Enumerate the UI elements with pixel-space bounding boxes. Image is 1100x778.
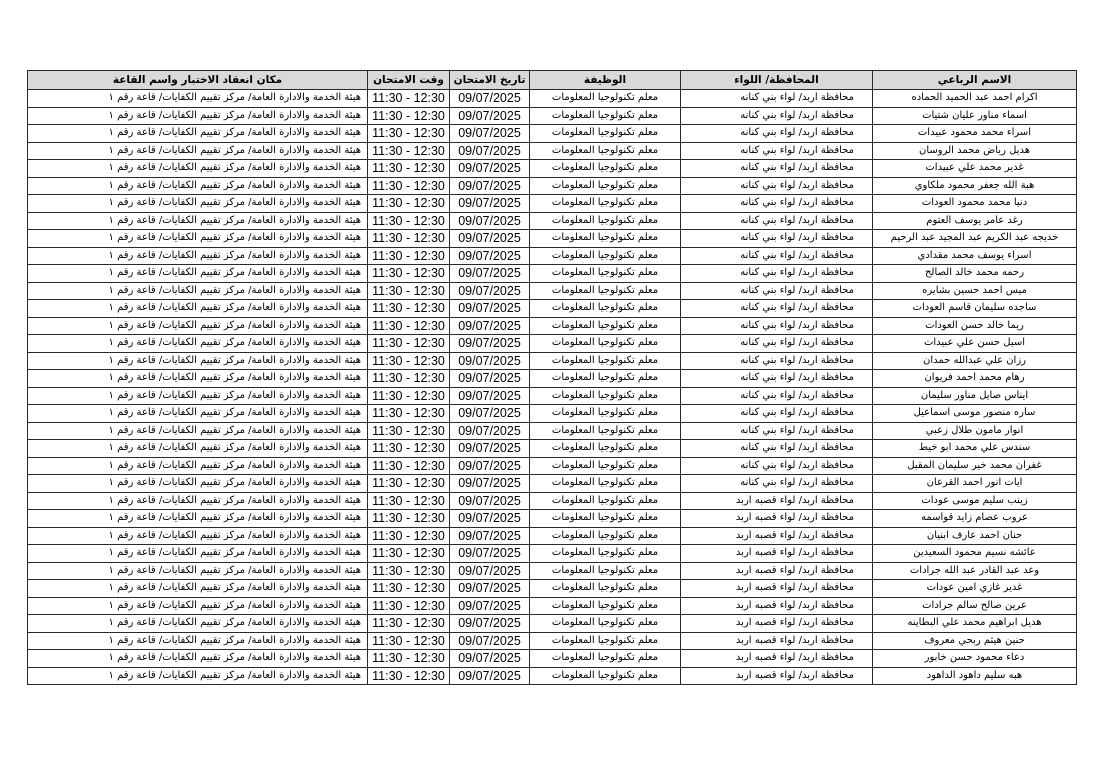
table-row xyxy=(28,545,1077,563)
cell-job: معلم تكنولوجيا المعلومات xyxy=(530,230,681,248)
table-row xyxy=(28,457,1077,475)
cell-venue: هيئة الخدمة والادارة العامة/ مركز تقييم الكفايات/ قاعة رقم ١ xyxy=(28,177,368,195)
table-row xyxy=(28,440,1077,458)
cell-job: معلم تكنولوجيا المعلومات xyxy=(530,265,681,283)
table-row xyxy=(28,265,1077,283)
cell-governorate: محافظة اربد/ لواء بني كنانه xyxy=(681,212,873,230)
cell-name: اسراء يوسف محمد مقدادي xyxy=(873,247,1077,265)
cell-venue: هيئة الخدمة والادارة العامة/ مركز تقييم الكفايات/ قاعة رقم ١ xyxy=(28,650,368,668)
cell-name: اسماء مناور عليان شتيات xyxy=(873,107,1077,125)
cell-time: 11:30 - 12:30 xyxy=(368,597,450,615)
cell-job: معلم تكنولوجيا المعلومات xyxy=(530,440,681,458)
cell-venue: هيئة الخدمة والادارة العامة/ مركز تقييم الكفايات/ قاعة رقم ١ xyxy=(28,527,368,545)
cell-job: معلم تكنولوجيا المعلومات xyxy=(530,300,681,318)
cell-job: معلم تكنولوجيا المعلومات xyxy=(530,352,681,370)
cell-venue: هيئة الخدمة والادارة العامة/ مركز تقييم الكفايات/ قاعة رقم ١ xyxy=(28,230,368,248)
cell-venue: هيئة الخدمة والادارة العامة/ مركز تقييم الكفايات/ قاعة رقم ١ xyxy=(28,90,368,108)
cell-date: 09/07/2025 xyxy=(450,457,530,475)
cell-governorate: محافظة اربد/ لواء بني كنانه xyxy=(681,405,873,423)
header-governorate: المحافظة/ اللواء xyxy=(681,71,873,90)
cell-venue: هيئة الخدمة والادارة العامة/ مركز تقييم الكفايات/ قاعة رقم ١ xyxy=(28,667,368,685)
cell-date: 09/07/2025 xyxy=(450,247,530,265)
cell-name: خديجه عبد الكريم عبد المجيد عبد الرحيم xyxy=(873,230,1077,248)
cell-job: معلم تكنولوجيا المعلومات xyxy=(530,125,681,143)
exam-schedule-table xyxy=(27,70,1077,685)
cell-time: 11:30 - 12:30 xyxy=(368,387,450,405)
cell-job: معلم تكنولوجيا المعلومات xyxy=(530,527,681,545)
cell-governorate: محافظة اربد/ لواء قصبه اربد xyxy=(681,650,873,668)
cell-governorate: محافظة اربد/ لواء بني كنانه xyxy=(681,422,873,440)
table-row xyxy=(28,370,1077,388)
cell-name: غفران محمد خير سليمان المقبل xyxy=(873,457,1077,475)
cell-venue: هيئة الخدمة والادارة العامة/ مركز تقييم الكفايات/ قاعة رقم ١ xyxy=(28,562,368,580)
cell-venue: هيئة الخدمة والادارة العامة/ مركز تقييم الكفايات/ قاعة رقم ١ xyxy=(28,107,368,125)
cell-time: 11:30 - 12:30 xyxy=(368,195,450,213)
cell-date: 09/07/2025 xyxy=(450,527,530,545)
cell-job: معلم تكنولوجيا المعلومات xyxy=(530,580,681,598)
cell-venue: هيئة الخدمة والادارة العامة/ مركز تقييم الكفايات/ قاعة رقم ١ xyxy=(28,545,368,563)
cell-name: غدير محمد علي عبيدات xyxy=(873,160,1077,178)
table-row xyxy=(28,90,1077,108)
cell-date: 09/07/2025 xyxy=(450,492,530,510)
table-row xyxy=(28,527,1077,545)
cell-time: 11:30 - 12:30 xyxy=(368,125,450,143)
cell-governorate: محافظة اربد/ لواء قصبه اربد xyxy=(681,580,873,598)
cell-venue: هيئة الخدمة والادارة العامة/ مركز تقييم الكفايات/ قاعة رقم ١ xyxy=(28,352,368,370)
cell-time: 11:30 - 12:30 xyxy=(368,632,450,650)
cell-job: معلم تكنولوجيا المعلومات xyxy=(530,422,681,440)
cell-date: 09/07/2025 xyxy=(450,317,530,335)
cell-date: 09/07/2025 xyxy=(450,335,530,353)
cell-date: 09/07/2025 xyxy=(450,475,530,493)
cell-job: معلم تكنولوجيا المعلومات xyxy=(530,160,681,178)
cell-name: ايناس صايل مناور سليمان xyxy=(873,387,1077,405)
cell-name: هديل ابراهيم محمد علي البطاينه xyxy=(873,615,1077,633)
cell-name: ساجده سليمان قاسم العودات xyxy=(873,300,1077,318)
cell-name: ميس احمد حسين بشايره xyxy=(873,282,1077,300)
cell-name: ريما خالد حسن العودات xyxy=(873,317,1077,335)
cell-name: عرين صالح سالم جرادات xyxy=(873,597,1077,615)
cell-date: 09/07/2025 xyxy=(450,370,530,388)
cell-date: 09/07/2025 xyxy=(450,282,530,300)
cell-time: 11:30 - 12:30 xyxy=(368,107,450,125)
cell-venue: هيئة الخدمة والادارة العامة/ مركز تقييم الكفايات/ قاعة رقم ١ xyxy=(28,247,368,265)
cell-governorate: محافظة اربد/ لواء بني كنانه xyxy=(681,352,873,370)
cell-time: 11:30 - 12:30 xyxy=(368,545,450,563)
table-row xyxy=(28,510,1077,528)
cell-date: 09/07/2025 xyxy=(450,405,530,423)
cell-name: ساره منصور موسى اسماعيل xyxy=(873,405,1077,423)
cell-governorate: محافظة اربد/ لواء بني كنانه xyxy=(681,230,873,248)
cell-time: 11:30 - 12:30 xyxy=(368,317,450,335)
cell-date: 09/07/2025 xyxy=(450,440,530,458)
cell-time: 11:30 - 12:30 xyxy=(368,90,450,108)
cell-date: 09/07/2025 xyxy=(450,300,530,318)
cell-venue: هيئة الخدمة والادارة العامة/ مركز تقييم الكفايات/ قاعة رقم ١ xyxy=(28,282,368,300)
cell-governorate: محافظة اربد/ لواء بني كنانه xyxy=(681,90,873,108)
cell-name: ايات انور احمد القرعان xyxy=(873,475,1077,493)
cell-date: 09/07/2025 xyxy=(450,125,530,143)
table-row xyxy=(28,160,1077,178)
cell-governorate: محافظة اربد/ لواء قصبه اربد xyxy=(681,597,873,615)
cell-time: 11:30 - 12:30 xyxy=(368,562,450,580)
cell-governorate: محافظة اربد/ لواء بني كنانه xyxy=(681,107,873,125)
cell-time: 11:30 - 12:30 xyxy=(368,615,450,633)
cell-governorate: محافظة اربد/ لواء قصبه اربد xyxy=(681,562,873,580)
cell-job: معلم تكنولوجيا المعلومات xyxy=(530,142,681,160)
cell-venue: هيئة الخدمة والادارة العامة/ مركز تقييم الكفايات/ قاعة رقم ١ xyxy=(28,317,368,335)
cell-time: 11:30 - 12:30 xyxy=(368,440,450,458)
cell-date: 09/07/2025 xyxy=(450,545,530,563)
cell-governorate: محافظة اربد/ لواء قصبه اربد xyxy=(681,615,873,633)
cell-name: رحمه محمد خالد الصالح xyxy=(873,265,1077,283)
cell-job: معلم تكنولوجيا المعلومات xyxy=(530,90,681,108)
cell-name: رغد عامر يوسف العتوم xyxy=(873,212,1077,230)
cell-date: 09/07/2025 xyxy=(450,510,530,528)
table-row xyxy=(28,247,1077,265)
table-row xyxy=(28,562,1077,580)
cell-job: معلم تكنولوجيا المعلومات xyxy=(530,615,681,633)
cell-date: 09/07/2025 xyxy=(450,195,530,213)
cell-venue: هيئة الخدمة والادارة العامة/ مركز تقييم الكفايات/ قاعة رقم ١ xyxy=(28,125,368,143)
cell-time: 11:30 - 12:30 xyxy=(368,650,450,668)
cell-venue: هيئة الخدمة والادارة العامة/ مركز تقييم الكفايات/ قاعة رقم ١ xyxy=(28,142,368,160)
cell-name: سندس علي محمد ابو خيط xyxy=(873,440,1077,458)
cell-time: 11:30 - 12:30 xyxy=(368,282,450,300)
cell-venue: هيئة الخدمة والادارة العامة/ مركز تقييم الكفايات/ قاعة رقم ١ xyxy=(28,475,368,493)
cell-name: وعد عبد القادر عبد الله جرادات xyxy=(873,562,1077,580)
table-row xyxy=(28,422,1077,440)
cell-time: 11:30 - 12:30 xyxy=(368,457,450,475)
cell-time: 11:30 - 12:30 xyxy=(368,527,450,545)
cell-job: معلم تكنولوجيا المعلومات xyxy=(530,667,681,685)
header-job: الوظيفة xyxy=(530,71,681,90)
cell-job: معلم تكنولوجيا المعلومات xyxy=(530,492,681,510)
cell-job: معلم تكنولوجيا المعلومات xyxy=(530,387,681,405)
cell-venue: هيئة الخدمة والادارة العامة/ مركز تقييم الكفايات/ قاعة رقم ١ xyxy=(28,492,368,510)
cell-date: 09/07/2025 xyxy=(450,142,530,160)
cell-date: 09/07/2025 xyxy=(450,387,530,405)
cell-governorate: محافظة اربد/ لواء بني كنانه xyxy=(681,317,873,335)
cell-governorate: محافظة اربد/ لواء بني كنانه xyxy=(681,247,873,265)
table-row xyxy=(28,650,1077,668)
cell-governorate: محافظة اربد/ لواء قصبه اربد xyxy=(681,632,873,650)
table-row xyxy=(28,142,1077,160)
cell-name: عائشه نسيم محمود السعيدين xyxy=(873,545,1077,563)
table-row xyxy=(28,230,1077,248)
cell-venue: هيئة الخدمة والادارة العامة/ مركز تقييم الكفايات/ قاعة رقم ١ xyxy=(28,335,368,353)
cell-date: 09/07/2025 xyxy=(450,422,530,440)
cell-date: 09/07/2025 xyxy=(450,160,530,178)
cell-time: 11:30 - 12:30 xyxy=(368,142,450,160)
cell-date: 09/07/2025 xyxy=(450,650,530,668)
header-time: وقت الامتحان xyxy=(368,71,450,90)
table-row xyxy=(28,615,1077,633)
cell-date: 09/07/2025 xyxy=(450,177,530,195)
table-row xyxy=(28,195,1077,213)
table-row xyxy=(28,405,1077,423)
cell-date: 09/07/2025 xyxy=(450,615,530,633)
cell-job: معلم تكنولوجيا المعلومات xyxy=(530,475,681,493)
cell-governorate: محافظة اربد/ لواء بني كنانه xyxy=(681,335,873,353)
cell-time: 11:30 - 12:30 xyxy=(368,580,450,598)
cell-name: هديل رياض محمد الروسان xyxy=(873,142,1077,160)
cell-venue: هيئة الخدمة والادارة العامة/ مركز تقييم الكفايات/ قاعة رقم ١ xyxy=(28,510,368,528)
cell-time: 11:30 - 12:30 xyxy=(368,230,450,248)
cell-governorate: محافظة اربد/ لواء بني كنانه xyxy=(681,177,873,195)
cell-name: رهام محمد احمد فريوان xyxy=(873,370,1077,388)
cell-date: 09/07/2025 xyxy=(450,667,530,685)
table-row xyxy=(28,580,1077,598)
cell-governorate: محافظة اربد/ لواء بني كنانه xyxy=(681,265,873,283)
cell-time: 11:30 - 12:30 xyxy=(368,475,450,493)
cell-governorate: محافظة اربد/ لواء قصبه اربد xyxy=(681,545,873,563)
cell-governorate: محافظة اربد/ لواء بني كنانه xyxy=(681,160,873,178)
cell-name: حنان احمد عارف ابنيان xyxy=(873,527,1077,545)
cell-governorate: محافظة اربد/ لواء بني كنانه xyxy=(681,195,873,213)
cell-governorate: محافظة اربد/ لواء بني كنانه xyxy=(681,282,873,300)
cell-time: 11:30 - 12:30 xyxy=(368,212,450,230)
cell-governorate: محافظة اربد/ لواء قصبه اربد xyxy=(681,527,873,545)
table-row xyxy=(28,597,1077,615)
cell-venue: هيئة الخدمة والادارة العامة/ مركز تقييم الكفايات/ قاعة رقم ١ xyxy=(28,632,368,650)
cell-name: هبه سليم داهود الداهود xyxy=(873,667,1077,685)
cell-venue: هيئة الخدمة والادارة العامة/ مركز تقييم الكفايات/ قاعة رقم ١ xyxy=(28,440,368,458)
cell-name: دعاء محمود حسن خابور xyxy=(873,650,1077,668)
cell-governorate: محافظة اربد/ لواء بني كنانه xyxy=(681,142,873,160)
cell-job: معلم تكنولوجيا المعلومات xyxy=(530,177,681,195)
table-row xyxy=(28,177,1077,195)
cell-venue: هيئة الخدمة والادارة العامة/ مركز تقييم الكفايات/ قاعة رقم ١ xyxy=(28,195,368,213)
cell-name: دنيا محمد محمود العودات xyxy=(873,195,1077,213)
cell-job: معلم تكنولوجيا المعلومات xyxy=(530,282,681,300)
cell-time: 11:30 - 12:30 xyxy=(368,335,450,353)
cell-name: حنين هيثم ربحي معروف xyxy=(873,632,1077,650)
table-row xyxy=(28,317,1077,335)
cell-name: عروب عصام زايد قواسمه xyxy=(873,510,1077,528)
cell-name: هبة الله جعفر محمود ملكاوي xyxy=(873,177,1077,195)
cell-name: اسراء محمد محمود عبيدات xyxy=(873,125,1077,143)
cell-time: 11:30 - 12:30 xyxy=(368,405,450,423)
header-venue: مكان انعقاد الاختبار واسم القاعة xyxy=(28,71,368,90)
table-row xyxy=(28,475,1077,493)
cell-time: 11:30 - 12:30 xyxy=(368,492,450,510)
cell-job: معلم تكنولوجيا المعلومات xyxy=(530,317,681,335)
cell-venue: هيئة الخدمة والادارة العامة/ مركز تقييم الكفايات/ قاعة رقم ١ xyxy=(28,212,368,230)
cell-date: 09/07/2025 xyxy=(450,90,530,108)
cell-governorate: محافظة اربد/ لواء قصبه اربد xyxy=(681,510,873,528)
cell-time: 11:30 - 12:30 xyxy=(368,352,450,370)
cell-job: معلم تكنولوجيا المعلومات xyxy=(530,562,681,580)
table-row xyxy=(28,282,1077,300)
cell-venue: هيئة الخدمة والادارة العامة/ مركز تقييم الكفايات/ قاعة رقم ١ xyxy=(28,160,368,178)
table-header-row xyxy=(28,71,1077,90)
cell-governorate: محافظة اربد/ لواء بني كنانه xyxy=(681,440,873,458)
header-name: الاسم الرباعي xyxy=(873,71,1077,90)
cell-job: معلم تكنولوجيا المعلومات xyxy=(530,247,681,265)
cell-job: معلم تكنولوجيا المعلومات xyxy=(530,510,681,528)
table-row xyxy=(28,125,1077,143)
cell-time: 11:30 - 12:30 xyxy=(368,300,450,318)
cell-name: زينب سليم موسى عودات xyxy=(873,492,1077,510)
cell-time: 11:30 - 12:30 xyxy=(368,160,450,178)
cell-venue: هيئة الخدمة والادارة العامة/ مركز تقييم الكفايات/ قاعة رقم ١ xyxy=(28,387,368,405)
cell-venue: هيئة الخدمة والادارة العامة/ مركز تقييم الكفايات/ قاعة رقم ١ xyxy=(28,300,368,318)
cell-name: رزان علي عبدالله حمدان xyxy=(873,352,1077,370)
table-row xyxy=(28,352,1077,370)
cell-job: معلم تكنولوجيا المعلومات xyxy=(530,195,681,213)
table-row xyxy=(28,667,1077,685)
cell-job: معلم تكنولوجيا المعلومات xyxy=(530,370,681,388)
cell-job: معلم تكنولوجيا المعلومات xyxy=(530,597,681,615)
cell-job: معلم تكنولوجيا المعلومات xyxy=(530,457,681,475)
cell-venue: هيئة الخدمة والادارة العامة/ مركز تقييم الكفايات/ قاعة رقم ١ xyxy=(28,405,368,423)
cell-job: معلم تكنولوجيا المعلومات xyxy=(530,107,681,125)
cell-date: 09/07/2025 xyxy=(450,580,530,598)
cell-time: 11:30 - 12:30 xyxy=(368,422,450,440)
cell-job: معلم تكنولوجيا المعلومات xyxy=(530,545,681,563)
table-row xyxy=(28,107,1077,125)
cell-name: انوار مامون طلال زعبي xyxy=(873,422,1077,440)
cell-venue: هيئة الخدمة والادارة العامة/ مركز تقييم الكفايات/ قاعة رقم ١ xyxy=(28,422,368,440)
cell-governorate: محافظة اربد/ لواء بني كنانه xyxy=(681,475,873,493)
cell-date: 09/07/2025 xyxy=(450,562,530,580)
cell-governorate: محافظة اربد/ لواء قصبه اربد xyxy=(681,492,873,510)
cell-time: 11:30 - 12:30 xyxy=(368,510,450,528)
table-row xyxy=(28,387,1077,405)
cell-time: 11:30 - 12:30 xyxy=(368,265,450,283)
cell-venue: هيئة الخدمة والادارة العامة/ مركز تقييم الكفايات/ قاعة رقم ١ xyxy=(28,580,368,598)
cell-job: معلم تكنولوجيا المعلومات xyxy=(530,212,681,230)
cell-governorate: محافظة اربد/ لواء بني كنانه xyxy=(681,125,873,143)
cell-venue: هيئة الخدمة والادارة العامة/ مركز تقييم الكفايات/ قاعة رقم ١ xyxy=(28,370,368,388)
cell-governorate: محافظة اربد/ لواء بني كنانه xyxy=(681,300,873,318)
cell-time: 11:30 - 12:30 xyxy=(368,370,450,388)
cell-date: 09/07/2025 xyxy=(450,107,530,125)
cell-date: 09/07/2025 xyxy=(450,632,530,650)
cell-date: 09/07/2025 xyxy=(450,352,530,370)
cell-governorate: محافظة اربد/ لواء بني كنانه xyxy=(681,370,873,388)
cell-venue: هيئة الخدمة والادارة العامة/ مركز تقييم الكفايات/ قاعة رقم ١ xyxy=(28,265,368,283)
cell-venue: هيئة الخدمة والادارة العامة/ مركز تقييم الكفايات/ قاعة رقم ١ xyxy=(28,615,368,633)
cell-job: معلم تكنولوجيا المعلومات xyxy=(530,650,681,668)
cell-date: 09/07/2025 xyxy=(450,597,530,615)
cell-name: اسيل حسن علي عبيدات xyxy=(873,335,1077,353)
table-row xyxy=(28,300,1077,318)
cell-job: معلم تكنولوجيا المعلومات xyxy=(530,405,681,423)
cell-governorate: محافظة اربد/ لواء بني كنانه xyxy=(681,387,873,405)
exam-schedule-sheet xyxy=(27,70,1076,685)
table-row xyxy=(28,335,1077,353)
cell-job: معلم تكنولوجيا المعلومات xyxy=(530,632,681,650)
cell-governorate: محافظة اربد/ لواء بني كنانه xyxy=(681,457,873,475)
cell-time: 11:30 - 12:30 xyxy=(368,247,450,265)
cell-time: 11:30 - 12:30 xyxy=(368,177,450,195)
cell-venue: هيئة الخدمة والادارة العامة/ مركز تقييم الكفايات/ قاعة رقم ١ xyxy=(28,457,368,475)
cell-date: 09/07/2025 xyxy=(450,230,530,248)
cell-date: 09/07/2025 xyxy=(450,265,530,283)
cell-date: 09/07/2025 xyxy=(450,212,530,230)
cell-name: غدير غازي امين عودات xyxy=(873,580,1077,598)
cell-name: اكرام احمد عبد الحميد الحماده xyxy=(873,90,1077,108)
table-row xyxy=(28,212,1077,230)
cell-venue: هيئة الخدمة والادارة العامة/ مركز تقييم الكفايات/ قاعة رقم ١ xyxy=(28,597,368,615)
table-row xyxy=(28,632,1077,650)
cell-job: معلم تكنولوجيا المعلومات xyxy=(530,335,681,353)
header-date: تاريخ الامتحان xyxy=(450,71,530,90)
cell-time: 11:30 - 12:30 xyxy=(368,667,450,685)
table-row xyxy=(28,492,1077,510)
cell-governorate: محافظة اربد/ لواء قصبه اربد xyxy=(681,667,873,685)
